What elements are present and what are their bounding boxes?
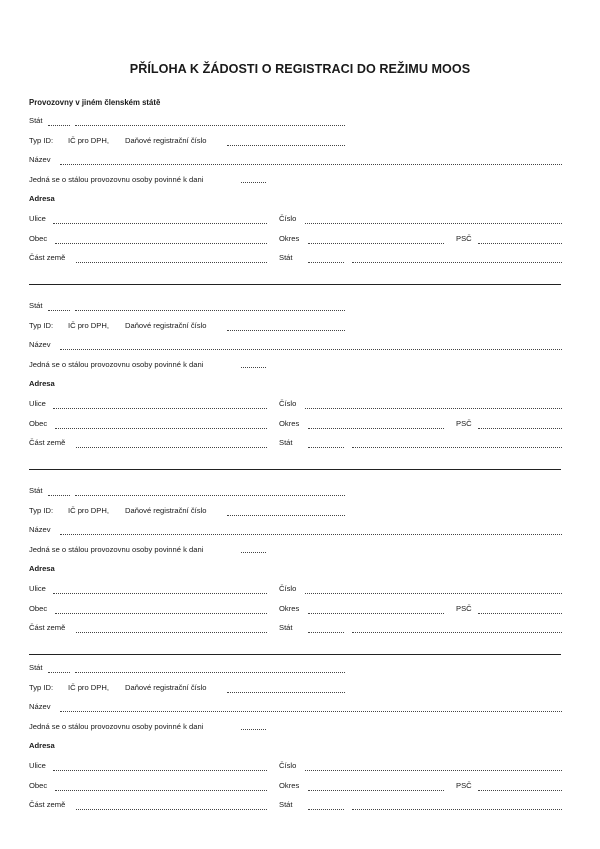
psc-label: PSČ <box>456 234 472 243</box>
establishment-block-4 <box>0 663 600 843</box>
adresa-heading: Adresa <box>29 741 55 750</box>
cislo-field[interactable] <box>305 761 562 771</box>
stala-provozovna-label: Jedná se o stálou provozovnu osoby povinné k dani <box>29 545 204 554</box>
danove-cislo-option[interactable]: Daňové registrační číslo <box>125 683 207 692</box>
obec-label: Obec <box>29 604 48 613</box>
cislo-label: Číslo <box>279 584 297 593</box>
cislo-field[interactable] <box>305 399 562 409</box>
cislo-label: Číslo <box>279 761 297 770</box>
page-title: PŘÍLOHA K ŽÁDOSTI O REGISTRACI DO REŽIMU MOOS <box>129 62 471 76</box>
adresa-heading: Adresa <box>29 194 55 203</box>
obec-field[interactable] <box>55 604 267 614</box>
obec-field[interactable] <box>55 781 267 791</box>
typ-id-label: Typ ID: <box>29 321 54 330</box>
cast-zeme-label: Část země <box>29 800 66 809</box>
cislo-label: Číslo <box>279 399 297 408</box>
section-subtitle: Provozovny v jiném členském státě <box>29 98 161 107</box>
ulice-field[interactable] <box>53 584 267 594</box>
stat-adresa-label: Stát <box>279 800 293 809</box>
adresa-heading: Adresa <box>29 564 55 573</box>
stat-code-field[interactable] <box>48 116 70 126</box>
ulice-label: Ulice <box>29 399 46 408</box>
establishment-block-3 <box>0 486 600 666</box>
stat-label: Stát <box>29 663 43 672</box>
psc-label: PSČ <box>456 419 472 428</box>
stat-name-field[interactable] <box>75 663 345 673</box>
okres-field[interactable] <box>308 234 444 244</box>
psc-field[interactable] <box>478 419 562 429</box>
stat-label: Stát <box>29 116 43 125</box>
psc-field[interactable] <box>478 604 562 614</box>
stala-provozovna-label: Jedná se o stálou provozovnu osoby povinné k dani <box>29 360 204 369</box>
stat-code-field[interactable] <box>48 486 70 496</box>
obec-field[interactable] <box>55 234 267 244</box>
stat-adresa-code-field[interactable] <box>308 623 344 633</box>
nazev-label: Název <box>29 702 51 711</box>
nazev-field[interactable] <box>60 340 562 350</box>
stat-adresa-label: Stát <box>279 438 293 447</box>
stat-name-field[interactable] <box>75 486 345 496</box>
stat-label: Stát <box>29 486 43 495</box>
typ-id-field[interactable] <box>227 683 345 693</box>
stala-provozovna-label: Jedná se o stálou provozovnu osoby povinné k dani <box>29 175 204 184</box>
section-divider <box>29 469 561 470</box>
psc-field[interactable] <box>478 234 562 244</box>
psc-label: PSČ <box>456 604 472 613</box>
stat-name-field[interactable] <box>75 301 345 311</box>
nazev-label: Název <box>29 525 51 534</box>
stat-code-field[interactable] <box>48 663 70 673</box>
okres-label: Okres <box>279 234 300 243</box>
cast-zeme-label: Část země <box>29 438 66 447</box>
ulice-field[interactable] <box>53 761 267 771</box>
cast-zeme-field[interactable] <box>76 438 267 448</box>
ulice-field[interactable] <box>53 399 267 409</box>
ic-dph-option[interactable]: IČ pro DPH, <box>68 136 109 145</box>
okres-label: Okres <box>279 604 300 613</box>
stat-name-field[interactable] <box>75 116 345 126</box>
stat-adresa-code-field[interactable] <box>308 438 344 448</box>
ulice-label: Ulice <box>29 214 46 223</box>
nazev-label: Název <box>29 155 51 164</box>
establishment-block-2 <box>0 301 600 481</box>
typ-id-field[interactable] <box>227 136 345 146</box>
typ-id-field[interactable] <box>227 506 345 516</box>
psc-field[interactable] <box>478 781 562 791</box>
stat-adresa-label: Stát <box>279 623 293 632</box>
danove-cislo-option[interactable]: Daňové registrační číslo <box>125 321 207 330</box>
stat-adresa-code-field[interactable] <box>308 800 344 810</box>
okres-field[interactable] <box>308 781 444 791</box>
ic-dph-option[interactable]: IČ pro DPH, <box>68 506 109 515</box>
stat-code-field[interactable] <box>48 301 70 311</box>
adresa-heading: Adresa <box>29 379 55 388</box>
okres-field[interactable] <box>308 604 444 614</box>
cast-zeme-label: Část země <box>29 253 66 262</box>
typ-id-label: Typ ID: <box>29 683 54 692</box>
nazev-field[interactable] <box>60 702 562 712</box>
cast-zeme-field[interactable] <box>76 800 267 810</box>
stat-label: Stát <box>29 301 43 310</box>
stat-adresa-name-field[interactable] <box>352 623 562 633</box>
cast-zeme-field[interactable] <box>76 623 267 633</box>
nazev-field[interactable] <box>60 155 562 165</box>
cislo-field[interactable] <box>305 584 562 594</box>
cislo-label: Číslo <box>279 214 297 223</box>
ulice-label: Ulice <box>29 761 46 770</box>
stala-provozovna-label: Jedná se o stálou provozovnu osoby povinné k dani <box>29 722 204 731</box>
ulice-field[interactable] <box>53 214 267 224</box>
stat-adresa-name-field[interactable] <box>352 438 562 448</box>
ic-dph-option[interactable]: IČ pro DPH, <box>68 321 109 330</box>
obec-label: Obec <box>29 419 48 428</box>
stala-provozovna-field[interactable] <box>241 173 266 183</box>
section-divider <box>29 654 561 655</box>
nazev-field[interactable] <box>60 525 562 535</box>
establishment-block-1 <box>0 116 600 296</box>
ulice-label: Ulice <box>29 584 46 593</box>
cislo-field[interactable] <box>305 214 562 224</box>
typ-id-label: Typ ID: <box>29 506 54 515</box>
psc-label: PSČ <box>456 781 472 790</box>
okres-field[interactable] <box>308 419 444 429</box>
danove-cislo-option[interactable]: Daňové registrační číslo <box>125 506 207 515</box>
stala-provozovna-field[interactable] <box>241 358 266 368</box>
danove-cislo-option[interactable]: Daňové registrační číslo <box>125 136 207 145</box>
cast-zeme-field[interactable] <box>76 253 267 263</box>
obec-label: Obec <box>29 234 48 243</box>
obec-field[interactable] <box>55 419 267 429</box>
stat-adresa-name-field[interactable] <box>352 253 562 263</box>
nazev-label: Název <box>29 340 51 349</box>
stala-provozovna-field[interactable] <box>241 543 266 553</box>
stat-adresa-label: Stát <box>279 253 293 262</box>
section-divider <box>29 284 561 285</box>
okres-label: Okres <box>279 419 300 428</box>
okres-label: Okres <box>279 781 300 790</box>
cast-zeme-label: Část země <box>29 623 66 632</box>
stat-adresa-code-field[interactable] <box>308 253 344 263</box>
ic-dph-option[interactable]: IČ pro DPH, <box>68 683 109 692</box>
obec-label: Obec <box>29 781 48 790</box>
stala-provozovna-field[interactable] <box>241 720 266 730</box>
stat-adresa-name-field[interactable] <box>352 800 562 810</box>
typ-id-label: Typ ID: <box>29 136 54 145</box>
typ-id-field[interactable] <box>227 321 345 331</box>
